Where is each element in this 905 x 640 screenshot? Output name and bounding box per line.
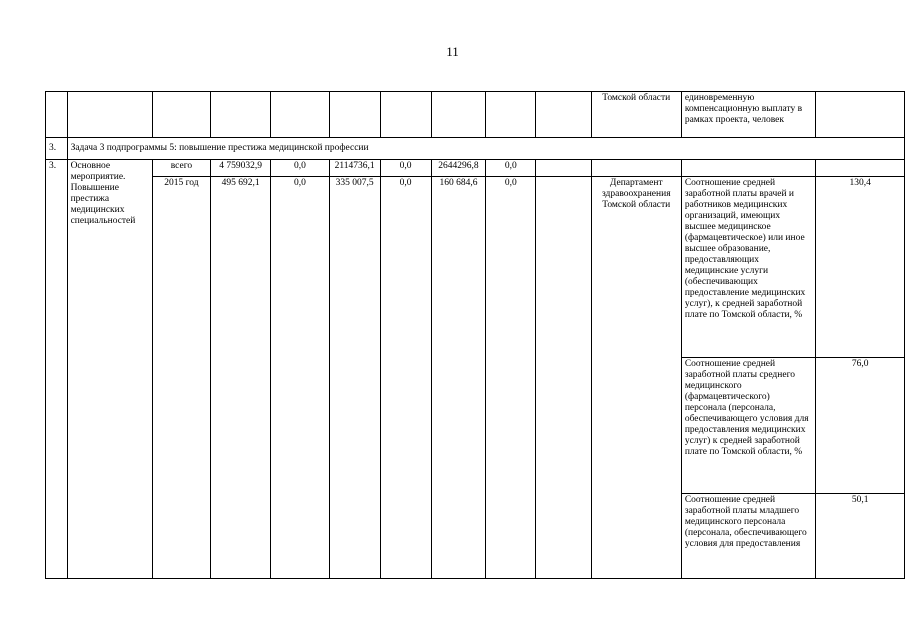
cell [591,160,681,177]
amount-cell: 2114736,1 [329,160,380,177]
cell [486,92,536,138]
amount-cell: 0,0 [486,177,536,579]
cell [271,92,330,138]
responsible-cell: Департамент здравоохранения Томской области [591,177,681,579]
table-row [46,160,905,177]
page-number: 11 [446,44,459,59]
responsible-cell: Томской области [591,92,681,138]
cell [536,160,591,177]
cell [329,92,380,138]
task-text: Задача 3 подпрограммы 5: повышение престижа медицинской профессии [67,138,904,160]
indicator-value: 76,0 [816,358,905,494]
amount-cell: 0,0 [486,160,536,177]
cell [536,177,591,579]
cell [380,92,431,138]
cell [681,160,816,177]
cell [816,92,905,138]
amount-cell: 335 007,5 [329,177,380,579]
amount-cell: 0,0 [271,160,330,177]
period-label: всего [152,160,210,177]
indicator-cell: Соотношение средней заработной платы младшего медицинского персонала (персонала, обеспечивающего условия для предоставления [681,494,816,579]
amount-cell: 0,0 [380,177,431,579]
amount-cell: 4 759032,9 [211,160,271,177]
amount-cell: 0,0 [271,177,330,579]
measure-name: Основное мероприятие. Повышение престижа медицинских специальностей [67,160,152,579]
amount-cell: 495 692,1 [211,177,271,579]
indicator-cell: Соотношение средней заработной платы среднего медицинского (фармацевтического) персонала (персонала, обеспечивающего условия для предоставления медицинских услуг) к средней заработной плате по Томской области, % [681,358,816,494]
cell [46,92,68,138]
cell [67,92,152,138]
task-row [46,138,905,160]
task-number: 3. [46,138,68,160]
cell [152,92,210,138]
measure-number: 3. [46,160,68,579]
indicator-value: 50,1 [816,494,905,579]
indicator-cell: Соотношение средней заработной платы врачей и работников медицинских организаций, имеющих высшее медицинское (фармацевтическое) или иное высшее образование, предоставляющих медицинские услуги (обеспечивающих предоставление медицинских услуг), к средней заработной плате по Томской области, % [681,177,816,358]
amount-cell: 2644296,8 [431,160,486,177]
cell [816,160,905,177]
cell [431,92,486,138]
indicator-cell: единовременную компенсационную выплату в рамках проекта, человек [681,92,816,138]
amount-cell: 0,0 [380,160,431,177]
program-table [45,91,905,579]
table-row [46,92,905,138]
cell [536,92,591,138]
indicator-value: 130,4 [816,177,905,358]
table-row [46,177,905,358]
cell [211,92,271,138]
period-label: 2015 год [152,177,210,579]
amount-cell: 160 684,6 [431,177,486,579]
